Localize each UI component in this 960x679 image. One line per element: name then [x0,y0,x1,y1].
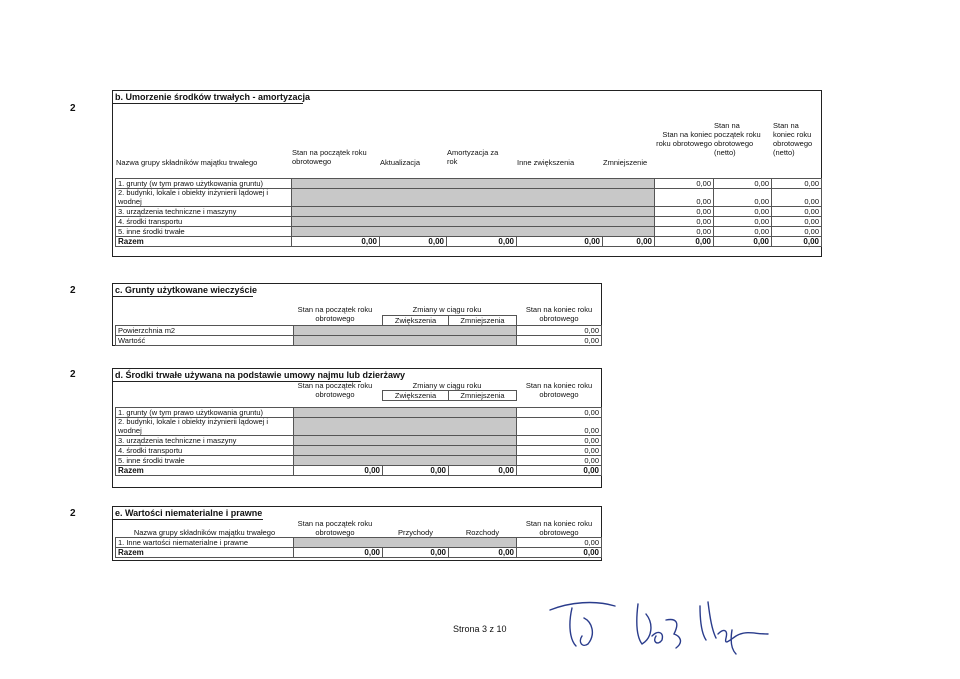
cell-value: 0,00 [383,466,449,476]
cell-value: 0,00 [772,179,822,189]
table-row [116,391,602,401]
column-header: Stan na koniec roku obrotowego [656,130,712,148]
cell-value: 0,00 [714,189,772,207]
section-title: e. Wartości niematerialne i prawne [115,508,263,518]
table-row [116,316,602,326]
column-header: Zmniejszenie [603,158,648,167]
cell-value: 0,00 [294,548,383,558]
cell-value: 0,00 [449,548,517,558]
cell-value: 0,00 [714,237,772,247]
section-title: b. Umorzenie środków trwałych - amortyzacja [115,92,311,102]
row-label: 5. inne środki trwałe [116,227,292,237]
signature-image [540,590,780,660]
cell-value: 0,00 [655,207,714,217]
section-b-table [115,178,822,247]
cell-value: 0,00 [772,217,822,227]
section-number: 2 [70,285,76,296]
section-title: d. Środki trwałe używana na podstawie umowy najmu lub dzierżawy [115,370,406,380]
table-row [116,456,602,466]
cell-value: 0,00 [655,217,714,227]
cell-value: 0,00 [772,237,822,247]
table-row [116,538,602,548]
row-label: 5. inne środki trwałe [116,456,294,466]
cell-value: 0,00 [655,189,714,207]
section-c-table [115,315,602,346]
cell-value: 0,00 [603,237,655,247]
cell-value: 0,00 [517,548,602,558]
column-header: Inne zwiększenia [517,158,575,167]
column-header: Stan na koniec roku obrotowego (netto) [773,121,813,157]
cell-value: 0,00 [292,237,380,247]
column-header: Zmniejszenia [449,316,517,326]
row-label: 1. grunty (w tym prawo użytkowania gruntu) [116,179,292,189]
cell-value: 0,00 [517,436,602,446]
cell-value: 0,00 [517,456,602,466]
table-row [116,336,602,346]
row-label: Powierzchnia m2 [116,326,294,336]
cell-value: 0,00 [517,446,602,456]
table-row [116,418,602,436]
column-header: Zwiększenia [383,391,449,401]
table-row [116,528,602,538]
column-header: Stan na koniec roku obrotowego [525,519,593,537]
column-header: Stan na początek roku obrotowego [297,381,373,399]
cell-value: 0,00 [517,466,602,476]
cell-value: 0,00 [655,179,714,189]
column-header: Stan na początek roku obrotowego (netto) [714,121,761,157]
total-row [116,548,602,558]
cell-value: 0,00 [772,189,822,207]
row-label: 1. Inne wartości niematerialne i prawne [116,538,294,548]
table-row [116,446,602,456]
table-row [116,408,602,418]
table-row [116,436,602,446]
column-header: Nazwa grupy składników majątku trwałego [116,158,258,167]
table-row [116,189,822,207]
table-row [116,207,822,217]
cell-value: 0,00 [380,237,447,247]
column-header: Zmniejszenia [449,391,517,401]
row-label: 3. urządzenia techniczne i maszyny [116,436,294,446]
cell-value: 0,00 [383,548,449,558]
cell-value: 0,00 [714,227,772,237]
section-title: c. Grunty użytkowane wieczyście [115,285,258,295]
section-number: 2 [70,369,76,380]
table-row [116,217,822,227]
column-header: Stan na początek roku obrotowego [292,148,367,166]
cell-value: 0,00 [655,237,714,247]
column-header: Zmiany w ciągu roku [412,305,482,314]
total-row [116,237,822,247]
column-header: Stan na koniec roku obrotowego [525,381,593,399]
row-label: Razem [116,466,294,476]
table-row [116,227,822,237]
cell-value: 0,00 [447,237,517,247]
column-header: Zmiany w ciągu roku [412,381,482,390]
cell-value: 0,00 [449,466,517,476]
cell-value: 0,00 [517,336,602,346]
section-number: 2 [70,508,76,519]
cell-value: 0,00 [714,217,772,227]
cell-value: 0,00 [655,227,714,237]
column-header: Przychody [397,528,433,537]
table-row [116,179,822,189]
row-label: Razem [116,548,294,558]
row-label: 4. środki transportu [116,446,294,456]
cell-value: 0,00 [714,207,772,217]
section-e-table [115,528,602,558]
column-header: Nazwa grupy składników majątku trwałego [133,528,276,537]
row-label: 3. urządzenia techniczne i maszyny [116,207,292,217]
cell-value: 0,00 [294,466,383,476]
row-label: 2. budynki, lokale i obiekty inżynierii lądowej i wodnej [116,189,292,207]
row-label: Wartość [116,336,294,346]
row-label: 2. budynki, lokale i obiekty inżynierii lądowej i wodnej [116,418,294,436]
cell-value: 0,00 [517,237,603,247]
column-header: Rozchody [465,528,500,537]
section-number: 2 [70,103,76,114]
cell-value: 0,00 [517,326,602,336]
column-header: Stan na początek roku obrotowego [297,305,373,323]
cell-value: 0,00 [772,207,822,217]
column-header: Zwiększenia [383,316,449,326]
cell-value: 0,00 [714,179,772,189]
row-label: 1. grunty (w tym prawo użytkowania gruntu) [116,408,294,418]
row-label: Razem [116,237,292,247]
cell-value: 0,00 [772,227,822,237]
table-row [116,326,602,336]
cell-value: 0,00 [517,408,602,418]
page-number: Strona 3 z 10 [453,624,507,634]
column-header: Stan na koniec roku obrotowego [525,305,593,323]
cell-value: 0,00 [517,418,602,436]
section-d-table [115,390,602,476]
total-row [116,466,602,476]
row-label: 4. środki transportu [116,217,292,227]
cell-value: 0,00 [517,538,602,548]
column-header: Amortyzacja za rok [447,148,499,166]
column-header: Stan na początek roku obrotowego [297,519,373,537]
column-header: Aktualizacja [380,158,421,167]
